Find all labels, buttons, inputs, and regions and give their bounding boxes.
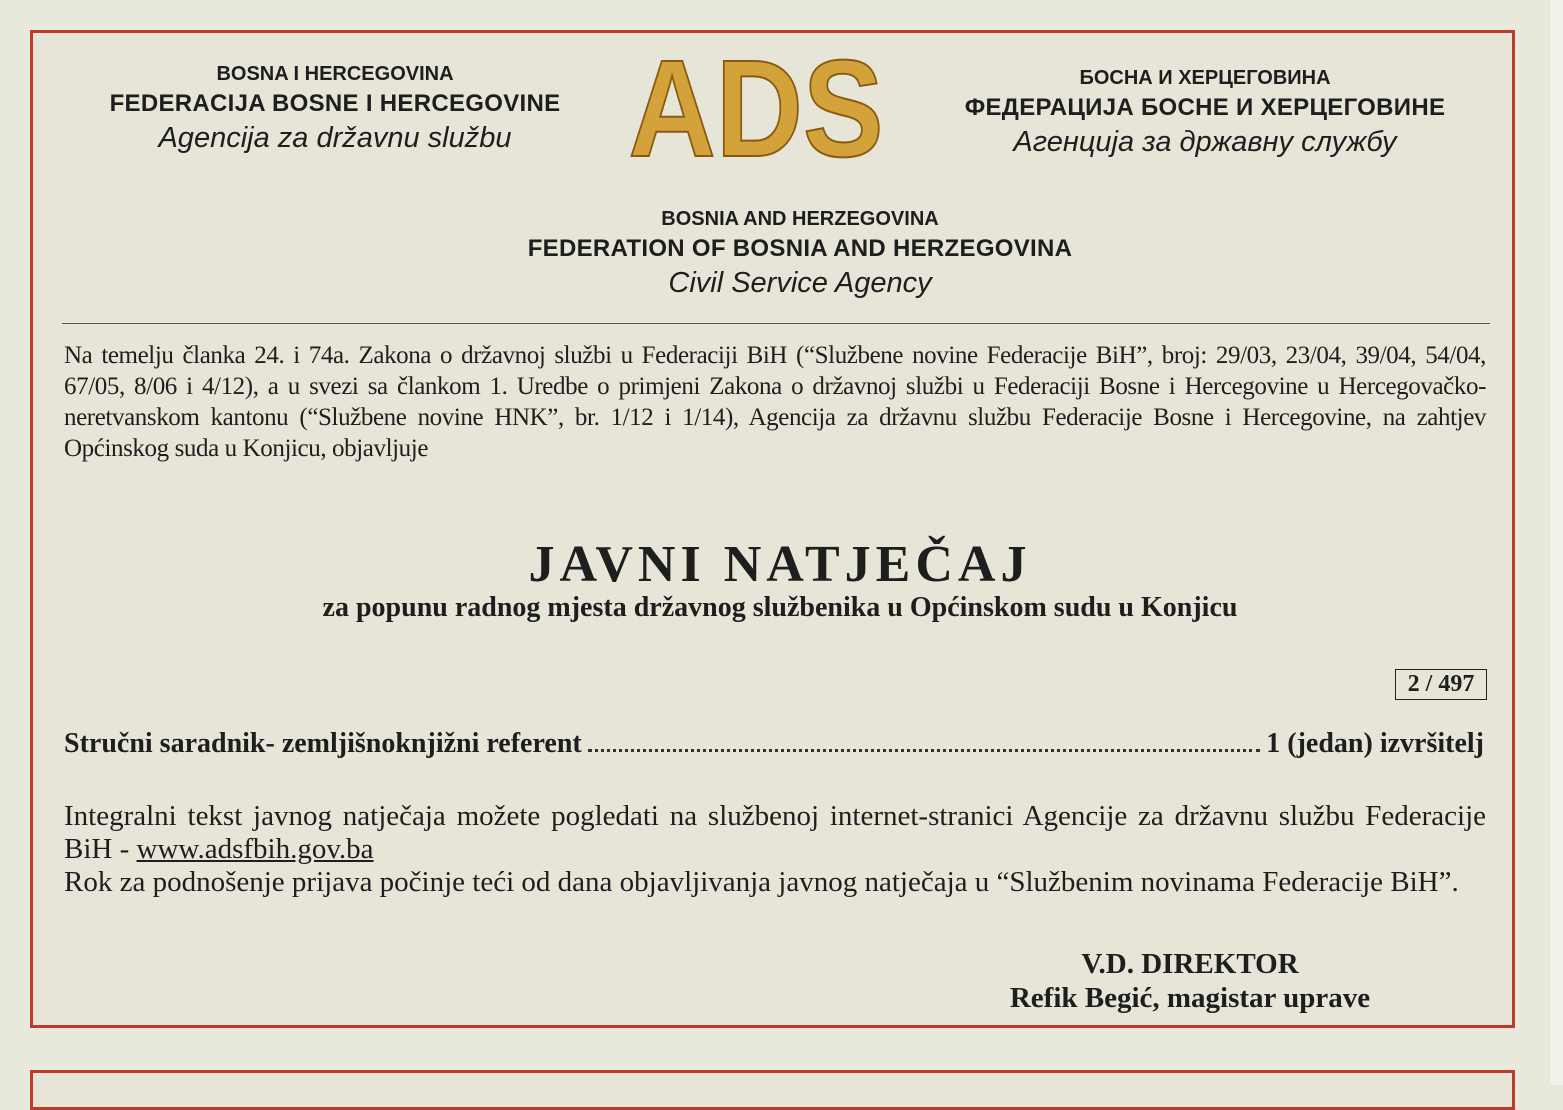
ads-logo (625, 32, 887, 186)
header-right-federation: ФЕДЕРАЦИЈА БОСНЕ И ХЕРЦЕГОВИНЕ (964, 94, 1446, 121)
agency-website-link[interactable]: www.adsfbih.gov.ba (136, 833, 374, 865)
next-announcement-frame (30, 1070, 1515, 1110)
position-count: 1 (jedan) izvršitelj (1266, 728, 1484, 759)
position-name: Stručni saradnik- zemljišnoknjižni referent (64, 728, 582, 759)
header-center-country: BOSNIA AND HERZEGOVINA (661, 208, 939, 230)
header-right-agency: Агенција за државну службу (1013, 126, 1397, 158)
header-right (915, 64, 1495, 160)
signer-name: Refik Begić, magistar uprave (1009, 982, 1371, 1014)
announcement-subtitle: za popunu radnog mjesta državnog službenika u Općinskom sudu u Konjicu (322, 592, 1238, 623)
ads-logo-text: ADS (628, 32, 884, 186)
position-leader-dots (588, 729, 1261, 752)
page-edge (1550, 0, 1563, 1085)
legal-basis-paragraph: Na temelju članka 24. i 74a. Zakona o državnoj službi u Federaciji BiH (“Službene novine Federacije BiH”, broj: 29/03, 23/04, 39/04, 54/04, 67/05, 8/06 i 4/12), a u svezi sa člankom 1. Uredbe o primjeni Zakona o državnoj službi u Federaciji Bosne i Hercegovine u Hercegovačko-neretvanskom kantonu (“Službene novine HNK”, br. 1/12 i 1/14), Agencija za državnu službu Federacije Bosne i Hercegovine, na zahtjev Općinskog suda u Konjicu, objavljuje (64, 342, 1486, 462)
header-right-country: БОСНА И ХЕРЦЕГОВИНА (1079, 67, 1331, 89)
announcement-title: JAVNI NATJEČAJ (528, 536, 1032, 593)
header-center-federation: FEDERATION OF BOSNIA AND HERZEGOVINA (527, 235, 1073, 262)
header-left-country: BOSNA I HERCEGOVINA (216, 63, 454, 85)
position-row (64, 728, 1484, 768)
info-paragraph (64, 800, 1486, 899)
signer-title: V.D. DIREKTOR (1081, 948, 1299, 980)
header-left (60, 60, 610, 156)
header-left-agency: Agencija za državnu službu (158, 122, 512, 154)
info-text: Integralni tekst javnog natječaja možete pogledati na službenoj internet-stranici Agencije za državnu službu Federacije BiH - (64, 800, 1486, 865)
header-center-agency: Civil Service Agency (668, 267, 932, 299)
header-center (440, 205, 1160, 301)
header-divider (62, 323, 1490, 324)
deadline-text: Rok za podnošenje prijava počinje teći od dana objavljivanja javnog natječaja u “Službenim novinama Federacije BiH”. (64, 866, 1459, 898)
reference-number-badge: 2 / 497 (1395, 669, 1487, 700)
header-left-federation: FEDERACIJA BOSNE I HERCEGOVINE (109, 90, 561, 117)
